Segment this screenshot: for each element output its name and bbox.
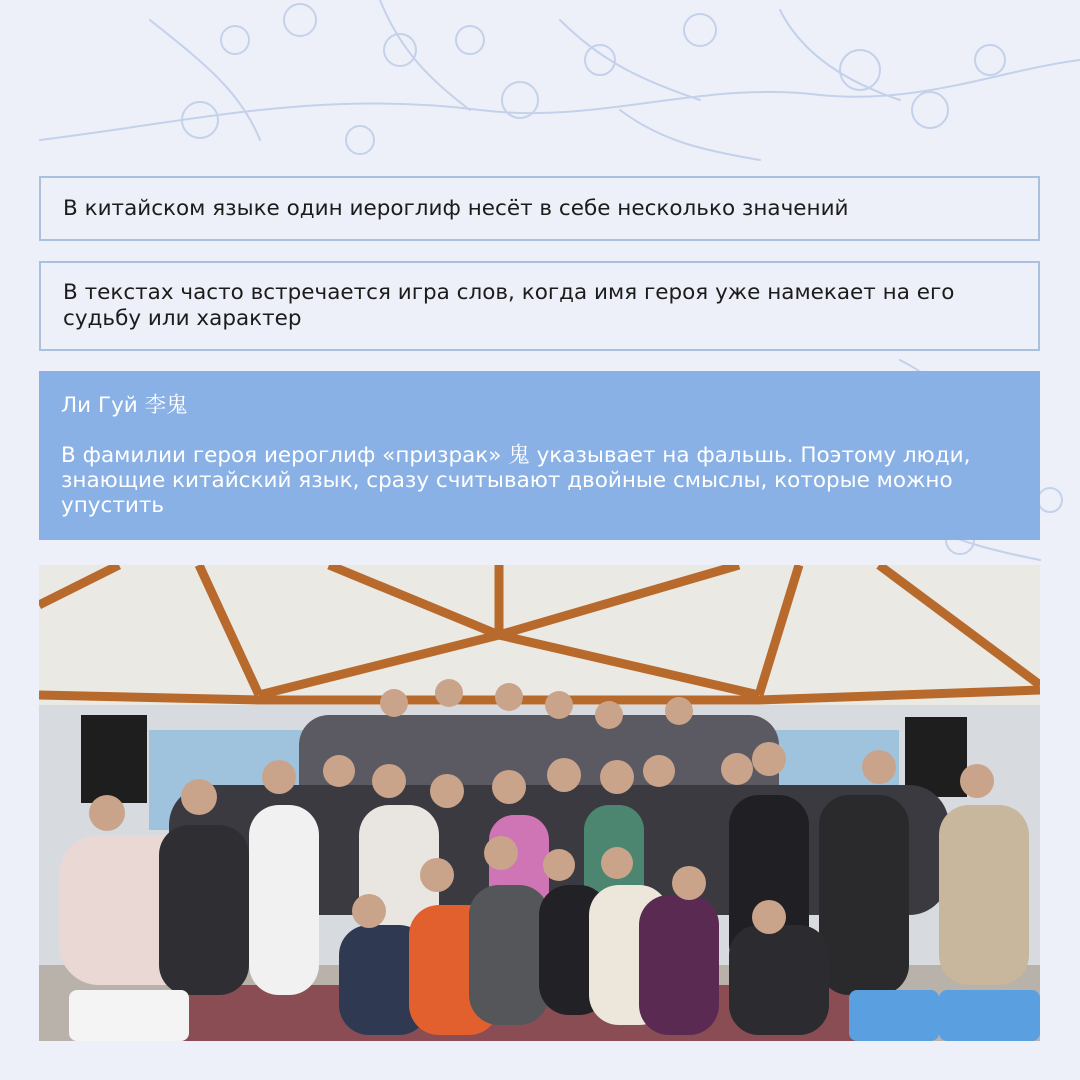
fact-card-2 [39,261,1040,351]
example-name: Ли Гуй 李鬼 [61,393,188,418]
fact-card-1-text: В китайском языке один иероглиф несёт в себе несколько значений [63,195,849,221]
fact-card-1 [39,176,1040,241]
example-highlight-box [39,371,1040,540]
group-photo-illustration [39,565,1040,1041]
fact-card-2-text: В текстах часто встречается игра слов, когда имя героя уже намекает на его судьбу или характер [63,280,955,331]
example-explanation: В фамилии героя иероглиф «призрак» 鬼 указывает на фальшь. Поэтому люди, знающие китайский язык, сразу считывают двойные смыслы, которые можно упустить [61,443,971,518]
group-photo [39,565,1040,1041]
